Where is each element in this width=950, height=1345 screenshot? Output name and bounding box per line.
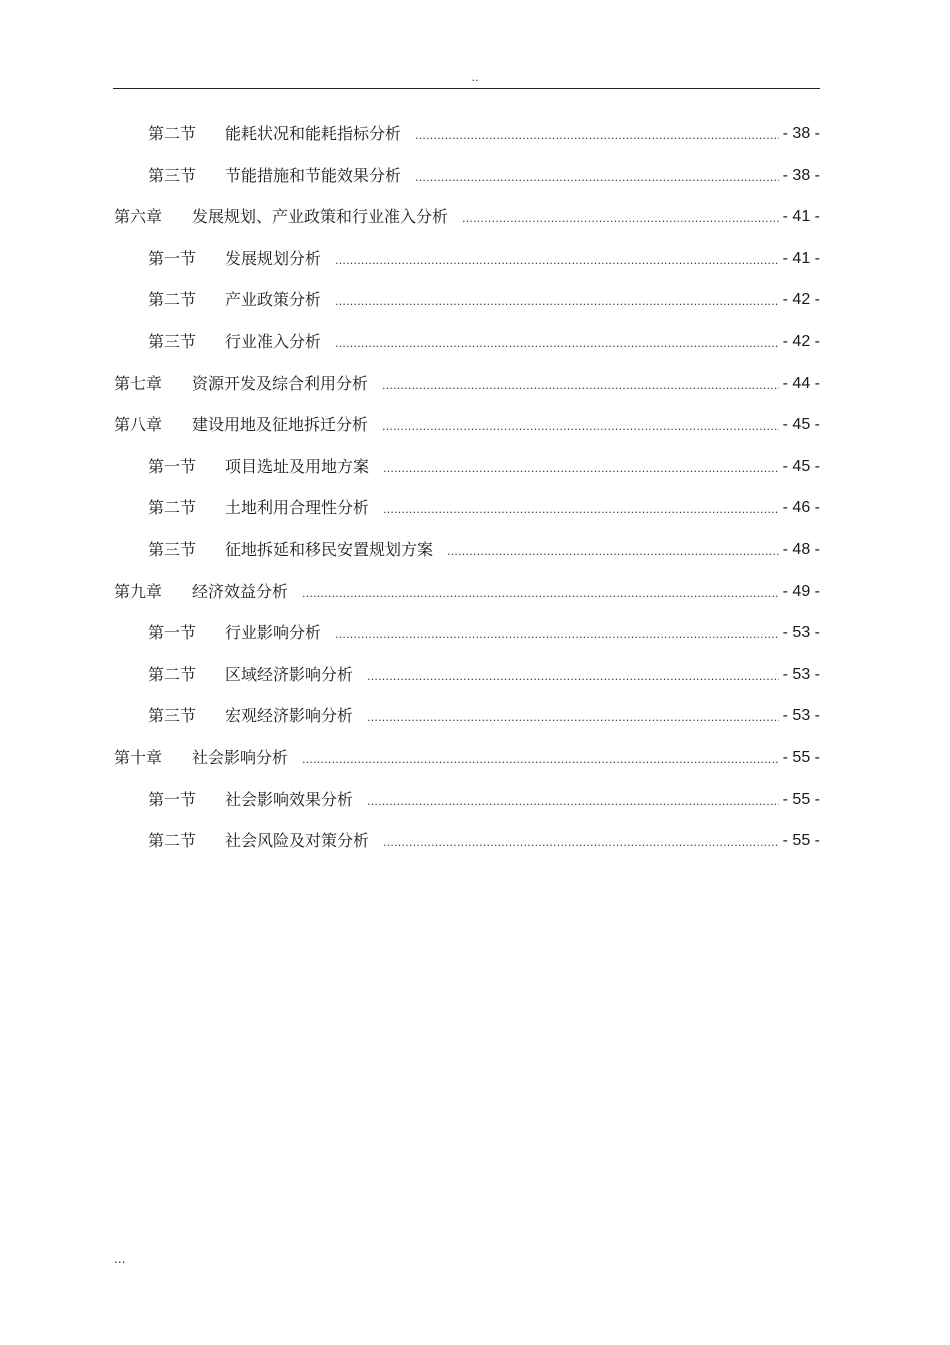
toc-entry-title: 土地利用合理性分析 bbox=[225, 498, 370, 518]
toc-chapter-entry[interactable] bbox=[114, 372, 820, 396]
toc-dot-leader bbox=[383, 831, 779, 855]
toc-entry-title: 征地拆延和移民安置规划方案 bbox=[225, 540, 434, 559]
toc-page-number: - 53 - bbox=[782, 665, 820, 683]
toc-entry-title: 项目选址及用地方案 bbox=[225, 456, 370, 476]
toc-page-number: - 55 - bbox=[782, 749, 820, 766]
toc-dot-leader bbox=[462, 207, 779, 231]
toc-entry-title: 产业政策分析 bbox=[225, 290, 322, 310]
toc-entry-number: 第三节 bbox=[148, 706, 197, 726]
toc-section-entry[interactable] bbox=[148, 788, 820, 812]
toc-dot-leader bbox=[367, 665, 779, 689]
toc-entry-number: 第二节 bbox=[148, 831, 197, 851]
toc-page-number: - 55 - bbox=[782, 832, 820, 850]
page-header-mark: .. bbox=[471, 71, 479, 84]
toc-entry-title: 发展规划、产业政策和行业准入分析 bbox=[192, 207, 449, 227]
toc-section-entry[interactable] bbox=[148, 621, 820, 645]
toc-entry-title: 资源开发及综合利用分析 bbox=[192, 373, 369, 393]
toc-page-number: - 49 - bbox=[782, 582, 820, 600]
toc-dot-leader bbox=[302, 582, 779, 606]
toc-dot-leader bbox=[367, 706, 779, 730]
toc-dot-leader bbox=[302, 748, 779, 772]
toc-entry-number: 第一节 bbox=[148, 248, 197, 268]
toc-section-entry[interactable] bbox=[148, 247, 820, 271]
toc-dot-leader bbox=[335, 623, 779, 647]
toc-entry-number: 第六章 bbox=[114, 207, 163, 227]
toc-section-entry[interactable] bbox=[148, 496, 820, 520]
toc-page-number: - 42 - bbox=[782, 333, 820, 350]
toc-entry-number: 第二节 bbox=[148, 290, 197, 310]
toc-section-entry[interactable] bbox=[148, 663, 820, 687]
toc-dot-leader bbox=[383, 498, 779, 522]
toc-chapter-entry[interactable] bbox=[114, 746, 820, 770]
toc-page-number: - 42 - bbox=[782, 291, 820, 309]
toc-entry-title: 发展规划分析 bbox=[225, 248, 322, 268]
toc-entry-number: 第一节 bbox=[148, 623, 197, 643]
toc-entry-number: 第二节 bbox=[148, 664, 197, 684]
toc-entry-title: 经济效益分析 bbox=[192, 581, 289, 601]
toc-entry-number: 第一节 bbox=[148, 789, 197, 809]
toc-entry-number: 第八章 bbox=[114, 415, 163, 435]
toc-page-number: - 41 - bbox=[782, 249, 820, 267]
toc-entry-number: 第三节 bbox=[148, 332, 197, 351]
toc-section-entry[interactable] bbox=[148, 829, 820, 853]
toc-entry-number: 第九章 bbox=[114, 581, 163, 601]
toc-entry-title: 建设用地及征地拆迁分析 bbox=[192, 415, 369, 435]
toc-chapter-entry[interactable] bbox=[114, 580, 820, 604]
toc-page-number: - 38 - bbox=[782, 125, 820, 142]
toc-section-entry[interactable] bbox=[148, 330, 820, 354]
toc-dot-leader bbox=[383, 457, 779, 481]
toc-entry-title: 社会影响分析 bbox=[192, 748, 289, 767]
toc-entry-title: 能耗状况和能耗指标分析 bbox=[225, 124, 402, 143]
toc-entry-number: 第二节 bbox=[148, 124, 197, 143]
toc-page-number: - 41 - bbox=[782, 208, 820, 226]
toc-dot-leader bbox=[415, 166, 779, 190]
toc-entry-title: 社会影响效果分析 bbox=[225, 789, 354, 809]
toc-entry-title: 社会风险及对策分析 bbox=[225, 831, 370, 851]
toc-section-entry[interactable] bbox=[148, 538, 820, 562]
toc-dot-leader bbox=[367, 790, 779, 814]
toc-dot-leader bbox=[335, 290, 779, 314]
toc-entry-title: 行业准入分析 bbox=[225, 332, 322, 351]
toc-page-number: - 45 - bbox=[782, 457, 820, 475]
toc-entry-number: 第二节 bbox=[148, 498, 197, 518]
header-divider bbox=[113, 88, 820, 89]
toc-entry-number: 第三节 bbox=[148, 540, 197, 559]
toc-section-entry[interactable] bbox=[148, 704, 820, 728]
toc-page-number: - 48 - bbox=[782, 541, 820, 558]
toc-dot-leader bbox=[382, 415, 779, 439]
toc-page-number: - 45 - bbox=[782, 416, 820, 434]
toc-page-number: - 53 - bbox=[782, 707, 820, 725]
toc-dot-leader bbox=[335, 249, 779, 273]
toc-dot-leader bbox=[382, 374, 779, 398]
toc-entry-number: 第一节 bbox=[148, 456, 197, 476]
toc-page-number: - 53 - bbox=[782, 624, 820, 642]
toc-entry-number: 第十章 bbox=[114, 748, 163, 767]
toc-page-number: - 46 - bbox=[782, 499, 820, 517]
toc-section-entry[interactable] bbox=[148, 122, 820, 146]
toc-dot-leader bbox=[447, 540, 779, 564]
toc-entry-title: 行业影响分析 bbox=[225, 623, 322, 643]
toc-dot-leader bbox=[335, 332, 779, 356]
toc-entry-number: 第七章 bbox=[114, 373, 163, 393]
toc-entry-title: 区域经济影响分析 bbox=[225, 664, 354, 684]
toc-chapter-entry[interactable] bbox=[114, 413, 820, 437]
toc-chapter-entry[interactable] bbox=[114, 205, 820, 229]
toc-dot-leader bbox=[415, 124, 779, 148]
toc-section-entry[interactable] bbox=[148, 455, 820, 479]
toc-entry-number: 第三节 bbox=[148, 165, 197, 185]
toc-page-number: - 38 - bbox=[782, 166, 820, 184]
toc-section-entry[interactable] bbox=[148, 288, 820, 312]
toc-entry-title: 节能措施和节能效果分析 bbox=[225, 165, 402, 185]
toc-page-number: - 44 - bbox=[782, 374, 820, 392]
page-footer-mark: ... bbox=[114, 1252, 126, 1266]
toc-page-number: - 55 - bbox=[782, 790, 820, 808]
toc-section-entry[interactable] bbox=[148, 164, 820, 188]
toc-entry-title: 宏观经济影响分析 bbox=[225, 706, 354, 726]
